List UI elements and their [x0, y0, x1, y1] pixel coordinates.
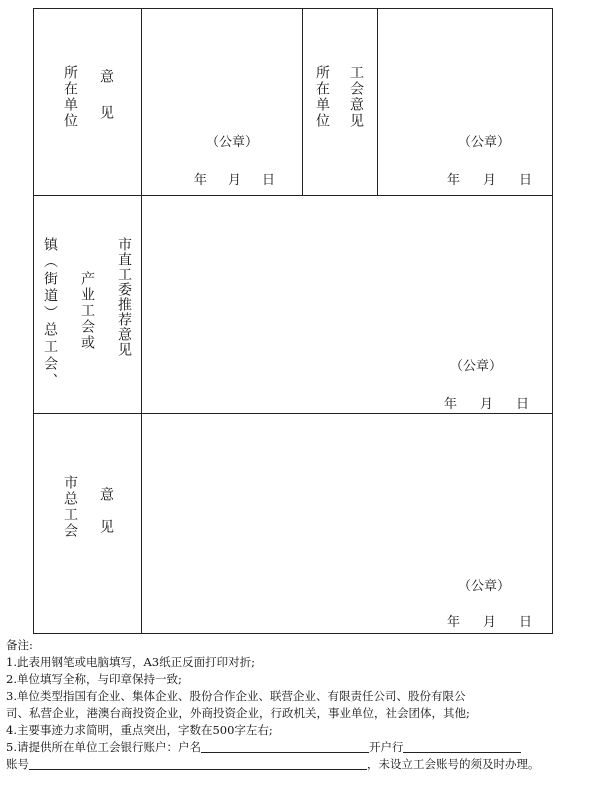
note-line-1: 1.此表用钢笔或电脑填写，A3纸正反面打印对折; [6, 655, 255, 669]
divider-v-row1-a [302, 9, 303, 195]
town-date-month: 月 [480, 397, 494, 412]
note-line-7-prefix: 账号 [6, 757, 29, 771]
notes-section [6, 637, 596, 773]
unit-label-left: 所在单位 [62, 65, 78, 129]
bank-field[interactable] [403, 740, 521, 753]
unit-label-right: 意见 [98, 69, 114, 141]
unit-date-month: 月 [228, 173, 242, 188]
town-label-c: 市直工委推荐意见 [116, 237, 132, 357]
note-line-7 [6, 756, 596, 773]
divider-h-row2 [34, 413, 552, 414]
town-label-a: 镇（街道）总工会、 [42, 237, 58, 390]
city-date [447, 611, 532, 630]
note-line-6-mid: 开户行 [368, 740, 404, 754]
note-line-7-suffix: ，未设立工会账号的须及时办理。 [367, 757, 540, 771]
city-date-day: 日 [519, 615, 533, 630]
union-label-left: 所在单位 [314, 65, 330, 129]
unit-date-day: 日 [262, 173, 276, 188]
town-date [444, 393, 529, 412]
divider-h-row1 [34, 195, 552, 196]
city-label-left: 市总工会 [62, 475, 78, 539]
note-line-5: 4.主要事迹力求简明，重点突出，字数在500字左右; [6, 723, 273, 737]
divider-v-row1-b [377, 9, 378, 195]
unit-date-year: 年 [194, 173, 208, 188]
union-date-day: 日 [519, 173, 533, 188]
unit-date [194, 169, 275, 188]
divider-v-main [141, 9, 142, 633]
union-date [447, 169, 532, 188]
city-seal-label: （公章） [458, 579, 511, 594]
recommendation-form-table [33, 8, 553, 634]
unit-seal-label: （公章） [206, 135, 259, 150]
note-line-3: 3.单位类型指国有企业、集体企业、股份合作企业、联营企业、有限责任公司、股份有限公 [6, 689, 466, 703]
town-date-year: 年 [444, 397, 458, 412]
union-date-month: 月 [483, 173, 497, 188]
union-label-right: 工会意见 [348, 65, 364, 129]
union-date-year: 年 [447, 173, 461, 188]
town-date-day: 日 [516, 397, 530, 412]
town-seal-label: （公章） [450, 359, 503, 374]
city-date-year: 年 [447, 615, 461, 630]
note-line-4: 司、私营企业，港澳台商投资企业，外商投资企业，行政机关，事业单位，社会团体，其他; [6, 706, 470, 720]
town-label-b: 产业工会或 [79, 271, 95, 351]
city-label-right: 意见 [98, 487, 114, 551]
city-date-month: 月 [483, 615, 497, 630]
notes-title: 备注: [6, 638, 33, 652]
note-line-6-prefix: 5.请提供所在单位工会银行账户：户名 [6, 740, 201, 754]
note-line-2: 2.单位填写全称，与印章保持一致; [6, 672, 182, 686]
account-name-field[interactable] [201, 740, 369, 753]
note-line-6 [6, 739, 596, 756]
union-seal-label: （公章） [458, 135, 511, 150]
account-number-field[interactable] [29, 757, 367, 770]
